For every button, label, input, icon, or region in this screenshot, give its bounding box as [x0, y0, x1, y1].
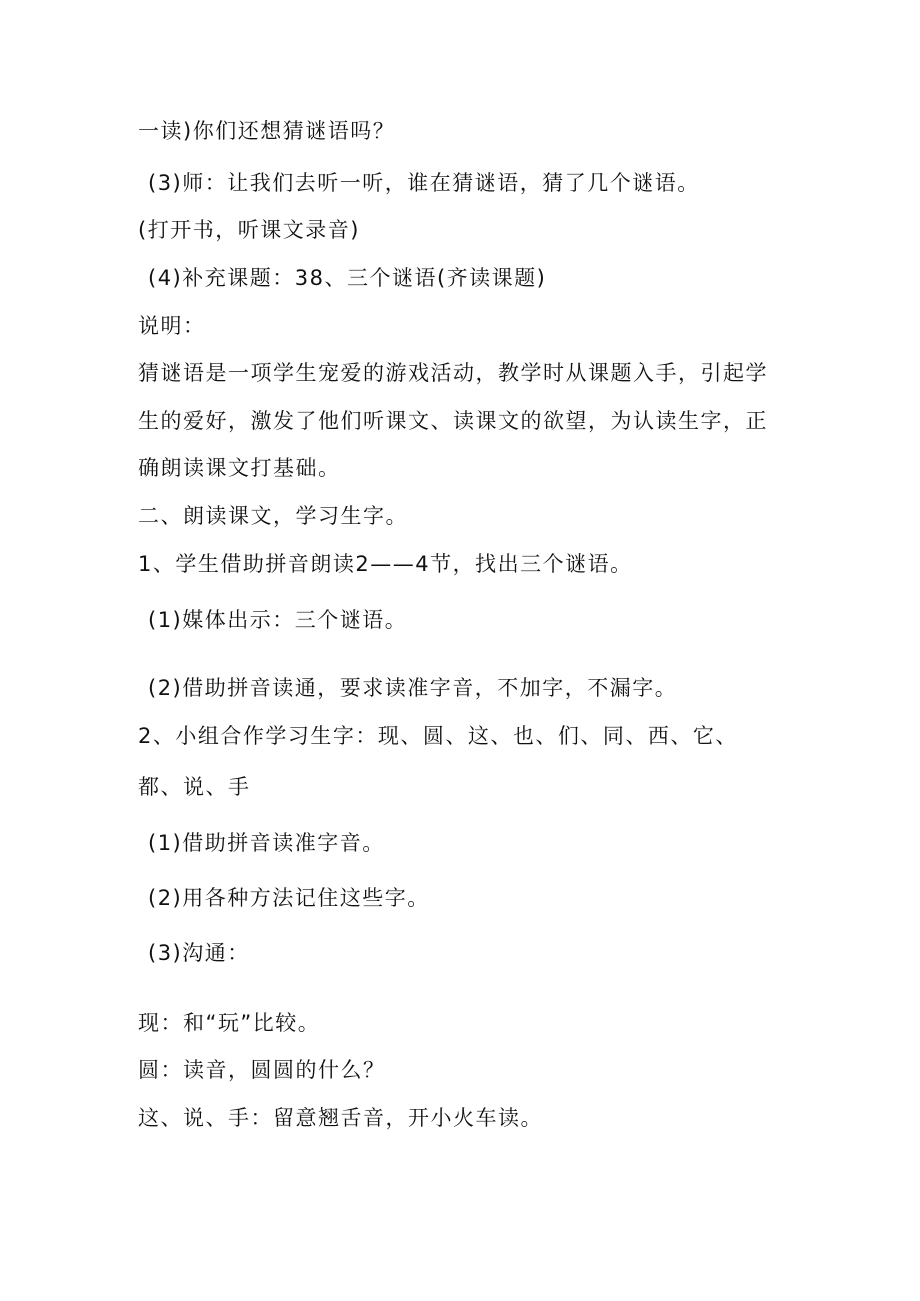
text-line: (3)师：让我们去听一听，谁在猜谜语，猜了几个谜语。	[148, 171, 700, 195]
text-line: 说明：	[138, 314, 206, 338]
text-line: 一读)你们还想猜谜语吗？	[138, 119, 396, 143]
text-line: 现：和“玩”比较。	[138, 1011, 321, 1035]
text-line: 都、说、手	[138, 775, 251, 799]
text-line: (1)媒体出示：三个谜语。	[148, 608, 408, 632]
section-heading: 二、朗读课文，学习生字。	[138, 504, 408, 528]
text-line: (1)借助拼音读准字音。	[148, 831, 385, 855]
text-line: 1、学生借助拼音朗读2——4节，找出三个谜语。	[138, 552, 633, 576]
text-line: (2)用各种方法记住这些字。	[148, 886, 430, 910]
text-line: 这、说、手：留意翘舌音，开小火车读。	[138, 1106, 543, 1130]
text-line: (4)补充课题：38、三个谜语(齐读课题)	[148, 266, 547, 290]
text-line: (3)沟通：	[148, 941, 250, 965]
text-line: 2、小组合作学习生字：现、圆、这、也、们、同、西、它、	[138, 724, 738, 748]
text-line: 确朗读课文打基础。	[138, 456, 341, 480]
text-line: 圆：读音，圆圆的什么？	[138, 1058, 386, 1082]
text-line: 生的爱好，激发了他们听课文、读课文的欲望，为认读生字，正	[138, 409, 768, 433]
text-line: 猜谜语是一项学生宠爱的游戏活动，教学时从课题入手，引起学	[138, 361, 768, 385]
text-line: (打开书，听课文录音)	[138, 218, 360, 242]
text-line: (2)借助拼音读通，要求读准字音，不加字，不漏字。	[148, 676, 678, 700]
